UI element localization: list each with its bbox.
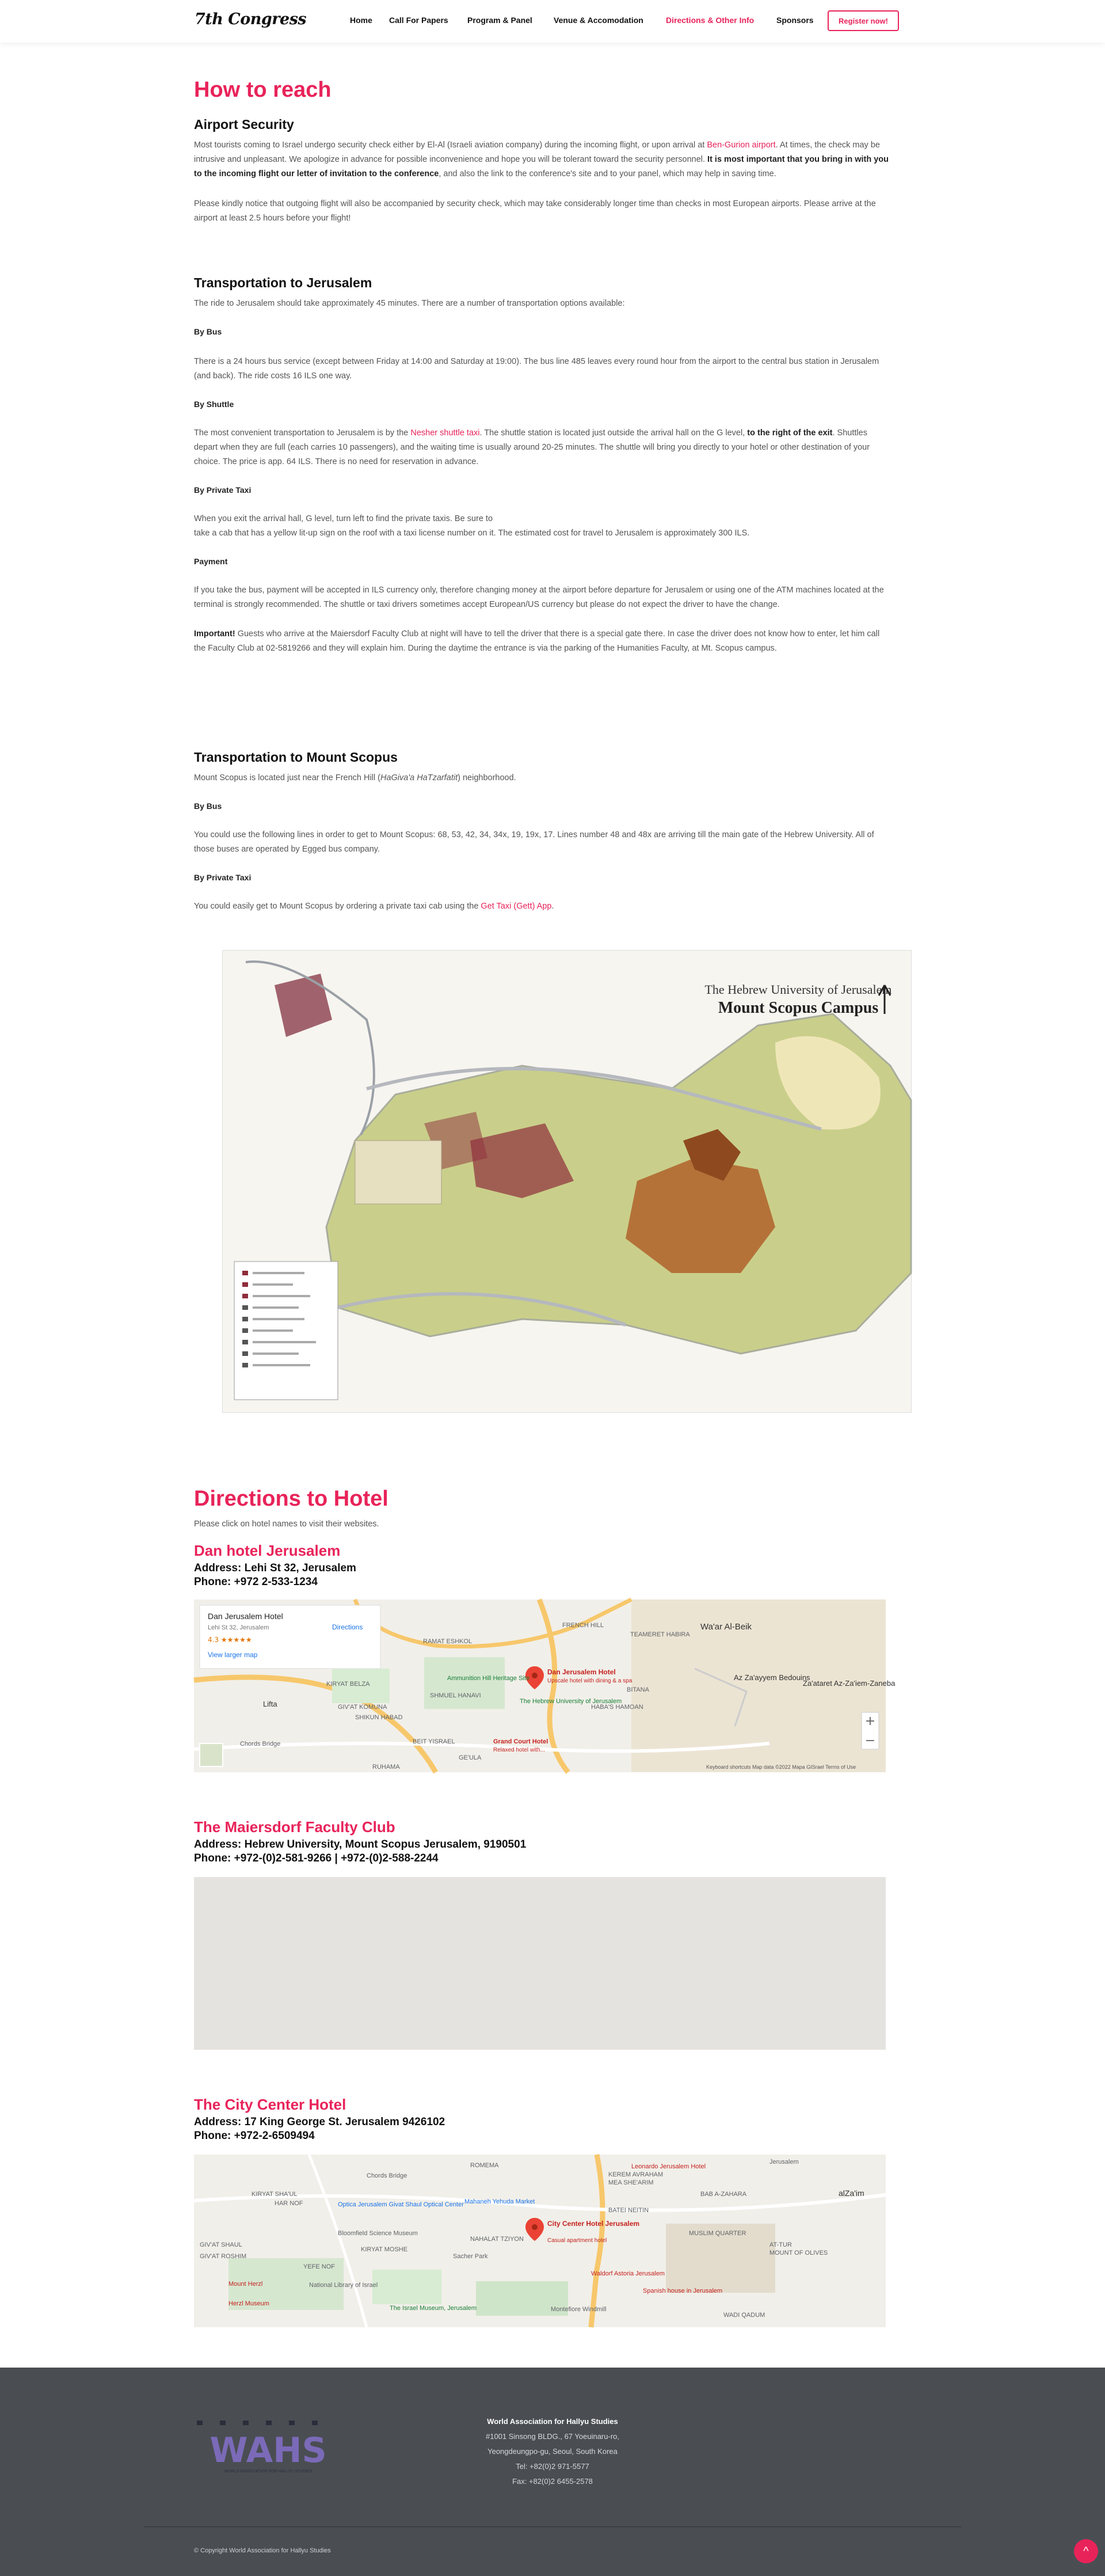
map-label: Ammunition Hill Heritage Site — [447, 1675, 530, 1682]
text: . The shuttle station is located just outside the arrival hall on the G level, — [479, 428, 748, 438]
campus-map-title-2: Mount Scopus Campus — [718, 999, 879, 1017]
important-text — [194, 627, 890, 656]
hotel-city-center — [194, 2096, 890, 2142]
gett-app-link[interactable]: Get Taxi (Gett) App — [481, 902, 552, 911]
transport-jerusalem — [194, 275, 890, 656]
map-label: KIRYAT SHA'UL — [252, 2191, 298, 2198]
wahs-logo[interactable] — [195, 2418, 342, 2476]
by-taxi-title: By Private Taxi — [194, 485, 252, 495]
nav-call-for-papers[interactable]: Call For Papers — [389, 16, 448, 25]
map-pin-sublabel: Upscale hotel with dining & a spa — [547, 1678, 632, 1684]
scopus-taxi-text — [194, 899, 890, 914]
map-label: The Hebrew University of Jerusalem — [520, 1698, 622, 1705]
copyright: © Copyright World Association for Hallyu Studies — [194, 2547, 331, 2554]
map-label: Az Za'ayyem Bedouins — [734, 1673, 810, 1682]
by-shuttle-text — [194, 426, 890, 469]
hotel-phone: Phone: +972-2-6509494 — [194, 2130, 315, 2142]
map-label: Bloomfield Science Museum — [338, 2230, 418, 2237]
map-label: Montefiore Windmill — [551, 2306, 607, 2313]
text: . — [551, 902, 554, 911]
text: The most convenient transportation to Jerusalem is by the — [194, 428, 411, 438]
map-attribution: Keyboard shortcuts Map data ©2022 Mapa GISrael Terms of Use — [706, 1764, 856, 1770]
map-label: NAHALAT TZIYON — [470, 2236, 524, 2243]
map-label: GIV'AT ROSHIM — [200, 2253, 247, 2260]
map-label: WADI QADUM — [723, 2312, 765, 2319]
map-label: MOUNT OF OLIVES — [769, 2250, 828, 2256]
text: , and also the link to the conference's site and to your panel, which may help in saving time. — [439, 169, 776, 178]
italic-text: HaGiva'a HaTzarfatit — [380, 773, 458, 782]
map-label: BAB A-ZAHARA — [700, 2191, 747, 2198]
page-title: How to reach — [194, 78, 332, 102]
map-label: AT-TUR — [769, 2241, 792, 2248]
logo-tagline: WORLD ASSOCIATION FOR HALLYU STUDIES — [224, 2469, 313, 2474]
map-label: Grand Court Hotel — [493, 1738, 548, 1745]
map-label: Mount Herzl — [228, 2281, 263, 2288]
text: Mount Scopus is located just near the French Hill ( — [194, 773, 380, 782]
text: You could easily get to Mount Scopus by ordering a private taxi cab using the — [194, 902, 481, 911]
by-bus-title: By Bus — [194, 327, 222, 336]
logo-wordmark: WAHS — [209, 2430, 327, 2471]
map-pin-label: City Center Hotel Jerusalem — [547, 2220, 640, 2228]
footer-divider — [144, 2526, 961, 2527]
map-label: KEREM AVRAHAM — [608, 2171, 664, 2178]
map-label: BEIT YISRAEL — [413, 1738, 455, 1745]
scopus-bus-text: You could use the following lines in order to get to Mount Scopus: 68, 53, 42, 34, 34x, 19, 19x, 17. Lines number 48 and 48x are arriving till the main gate of the Hebrew University. All of those buses are operated by Egged bus company. — [194, 830, 874, 854]
site-logo[interactable]: 7th Congress — [195, 10, 307, 28]
map-label: Za'ataret Az-Za'iem-Zaneba — [803, 1679, 896, 1688]
map-label: National Library of Israel — [309, 2282, 378, 2289]
map-label: ROMEMA — [470, 2162, 499, 2169]
site-header — [0, 0, 1105, 43]
footer-fax: Fax: +82(0)2 6455-2578 — [512, 2477, 593, 2486]
directions-section — [194, 1487, 890, 1532]
hotel-address: Address: Lehi St 32, Jerusalem — [194, 1562, 356, 1574]
map-label: Chords Bridge — [240, 1741, 281, 1747]
nav-directions-other-info[interactable]: Directions & Other Info — [666, 16, 755, 25]
hotel-name-link[interactable]: The City Center Hotel — [194, 2096, 346, 2113]
campus-map-title-1: The Hebrew University of Jerusalem — [704, 982, 892, 997]
map-label: FRENCH HILL — [562, 1622, 604, 1629]
ben-gurion-link[interactable]: Ben-Gurion airport — [707, 140, 776, 150]
hotel-phone: Phone: +972-(0)2-581-9266 | +972-(0)2-588-2244 — [194, 1852, 439, 1864]
zoom-out-button[interactable]: − — [864, 1734, 876, 1748]
nesher-shuttle-link[interactable]: Nesher shuttle taxi — [410, 428, 480, 438]
text: Most tourists coming to Israel undergo security check either by El-Al (Israeli aviation company) during the incoming flight, or upon arrival at — [194, 140, 707, 150]
bold-text: It is most important that you bring in with you to the incoming flight our letter of invitation to the conference — [194, 155, 889, 178]
airport-security-heading: Airport Security — [194, 117, 294, 132]
footer-address-1: #1001 Sinsong BLDG., 67 Yoeuinaru-ro, — [485, 2432, 619, 2441]
map-label: HAR NOF — [275, 2200, 303, 2207]
bold-text: Important! — [194, 629, 235, 639]
map-label: HABA'S HAMOAN — [591, 1704, 643, 1711]
by-taxi-text-1: When you exit the arrival hall, G level, turn left to find the private taxis. Be sure to — [194, 514, 493, 523]
nav-sponsors[interactable]: Sponsors — [776, 16, 814, 25]
site-footer — [0, 2368, 1105, 2576]
map-label: Spanish house in Jerusalem — [643, 2288, 723, 2294]
chevron-up-icon: ^ — [1083, 2544, 1089, 2558]
by-taxi-text-2: take a cab that has a yellow lit-up sign on the roof with a taxi license number on it. The estimated cost for travel to Jerusalem is approximately 300 ILS. — [194, 529, 750, 538]
payment-text: If you take the bus, payment will be accepted in ILS currency only, therefore changing money at the airport before departure for Jerusalem or using one of the ATM machines located at the terminal is strongly recommended. The shuttle or taxi drivers sometimes accept European/US currency but please do not expect the driver to have the change. — [194, 586, 884, 609]
footer-org: World Association for Hallyu Studies — [487, 2417, 618, 2426]
back-to-top-button[interactable] — [1074, 2539, 1098, 2563]
transport-scopus — [194, 750, 890, 914]
map-label: Jerusalem — [769, 2159, 799, 2165]
hotel-name-link[interactable]: The Maiersdorf Faculty Club — [194, 1818, 395, 1836]
map-city-center-drawing — [194, 2155, 886, 2327]
map-label: TEAMERET HABIRA — [630, 1631, 690, 1638]
how-to-reach-section — [194, 78, 890, 102]
map-card-title: Dan Jerusalem Hotel — [208, 1612, 283, 1621]
map-label: Relaxed hotel with... — [493, 1747, 546, 1753]
map-label: Herzl Museum — [228, 2300, 269, 2307]
text: . At times, the check may be intrusive and unpleasant. We apologize in advance for possible inconvenience and hope you will be tolerant toward the security personnel. — [194, 140, 880, 164]
scopus-intro — [194, 771, 890, 785]
text: Guests who arrive at the Maiersdorf Faculty Club at night will have to tell the driver that there is a special gate there. In case the driver does not know how to enter, let him call the Faculty Club at 02-5819266 and they will explain him. During the daytime the entrance is via the parking of the Humanities Faculty, at Mt. Scopus campus. — [194, 629, 880, 653]
campus-map-image — [222, 950, 912, 1413]
map-label: Waldorf Astoria Jerusalem — [591, 2270, 665, 2277]
payment-title: Payment — [194, 557, 228, 566]
hotel-address: Address: Hebrew University, Mount Scopus Jerusalem, 9190501 — [194, 1838, 527, 1851]
map-label: alZa'im — [839, 2189, 864, 2198]
map-label: MUSLIM QUARTER — [689, 2230, 746, 2237]
map-label: SHMUEL HANAVI — [430, 1692, 481, 1699]
map-dan-hotel-drawing — [194, 1599, 896, 1772]
map-label: GIV'AT SHAUL — [200, 2241, 242, 2248]
nav-program-panel[interactable]: Program & Panel — [467, 16, 532, 25]
map-label: The Israel Museum, Jerusalem — [390, 2305, 477, 2312]
map-dan-hotel[interactable] — [194, 1599, 896, 1772]
scopus-taxi-title: By Private Taxi — [194, 873, 252, 882]
directions-title: Directions to Hotel — [194, 1487, 388, 1511]
zoom-in-button[interactable]: + — [864, 1714, 876, 1728]
outgoing-flight-paragraph: Please kindly notice that outgoing flight will also be accompanied by security check, which may take considerably longer time than checks in most European airports. Please arrive at the airport at least 2.5 hours before your flight! — [194, 199, 876, 223]
view-larger-map-link[interactable]: View larger map — [208, 1651, 258, 1659]
footer-address-2: Yeongdeungpo-gu, Seoul, South Korea — [487, 2447, 618, 2456]
by-shuttle-title: By Shuttle — [194, 400, 234, 409]
map-label: Chords Bridge — [367, 2172, 407, 2179]
transport-scopus-heading: Transportation to Mount Scopus — [194, 750, 398, 765]
map-label: Sacher Park — [453, 2253, 488, 2260]
map-city-center-hotel[interactable] — [194, 2155, 886, 2327]
map-label: Optica Jerusalem Givat Shaul Optical Center — [338, 2201, 464, 2208]
hotel-address: Address: 17 King George St. Jerusalem 9426102 — [194, 2116, 445, 2128]
map-label: RUHAMA — [372, 1764, 400, 1770]
map-pin-sublabel: Casual apartment hotel — [547, 2237, 607, 2244]
map-card-rating: 4.3 ★★★★★ — [208, 1636, 252, 1644]
by-bus-text: There is a 24 hours bus service (except between Friday at 14:00 and Saturday at 19:00). The bus line 485 leaves every round hour from the airport to the central bus station in Jerusalem (and back). The ride costs 16 ILS one way. — [194, 357, 879, 381]
map-label: GE'ULA — [459, 1754, 482, 1761]
campus-map-drawing — [223, 951, 911, 1412]
airport-security-paragraph — [194, 138, 890, 181]
directions-intro: Please click on hotel names to visit their websites. — [194, 1519, 379, 1529]
register-button[interactable]: Register now! — [828, 10, 899, 31]
bold-text: to the right of the exit — [747, 428, 833, 438]
map-label: SHIKUN HABAD — [355, 1714, 403, 1721]
hotel-maiersdorf — [194, 1818, 890, 1865]
transport-jerusalem-heading: Transportation to Jerusalem — [194, 275, 372, 290]
map-label: Leonardo Jerusalem Hotel — [631, 2163, 706, 2170]
scopus-bus-title: By Bus — [194, 801, 222, 811]
map-card-address: Lehi St 32, Jerusalem — [208, 1624, 269, 1631]
map-satellite-toggle[interactable] — [200, 1743, 223, 1766]
map-label: Mahaneh Yehuda Market — [464, 2198, 535, 2205]
text: ) neighborhood. — [458, 773, 516, 782]
map-label: Wa'ar Al-Beik — [700, 1622, 752, 1632]
map-label: BITANA — [627, 1686, 649, 1693]
hotel-dan — [194, 1542, 890, 1589]
map-label: KIRYAT BELZA — [326, 1681, 370, 1688]
map-label: BATEI NEITIN — [608, 2207, 649, 2214]
map-label: YEFE NOF — [303, 2263, 336, 2270]
map-maiersdorf-placeholder[interactable] — [194, 1877, 886, 2050]
footer-tel: Tel: +82(0)2 971-5577 — [516, 2462, 589, 2471]
hotel-phone: Phone: +972 2-533-1234 — [194, 1576, 318, 1588]
map-label: Lifta — [263, 1700, 277, 1708]
map-directions-link[interactable]: Directions — [332, 1623, 363, 1631]
map-label: RAMAT ESHKOL — [423, 1638, 473, 1645]
nav-venue-accomodation[interactable]: Venue & Accomodation — [554, 16, 643, 25]
text: . Shuttles depart when they are full (each carries 10 passengers), and the waiting time is usually around 20-25 minutes. The shuttle will bring you directly to your hotel or other destination of your choice. The price is app. 64 ILS. There is no need for reservation in advance. — [194, 428, 870, 466]
map-pin-label: Dan Jerusalem Hotel — [547, 1668, 616, 1676]
airport-security — [194, 117, 890, 226]
nav-home[interactable]: Home — [350, 16, 372, 25]
map-label: KIRYAT MOSHE — [361, 2246, 408, 2253]
map-label: MEA SHE'ARIM — [608, 2179, 654, 2186]
hotel-name-link[interactable]: Dan hotel Jerusalem — [194, 1542, 341, 1559]
map-label: GIV'AT KOMUNA — [338, 1704, 387, 1711]
transport-jerusalem-intro: The ride to Jerusalem should take approximately 45 minutes. There are a number of transportation options available: — [194, 299, 625, 308]
